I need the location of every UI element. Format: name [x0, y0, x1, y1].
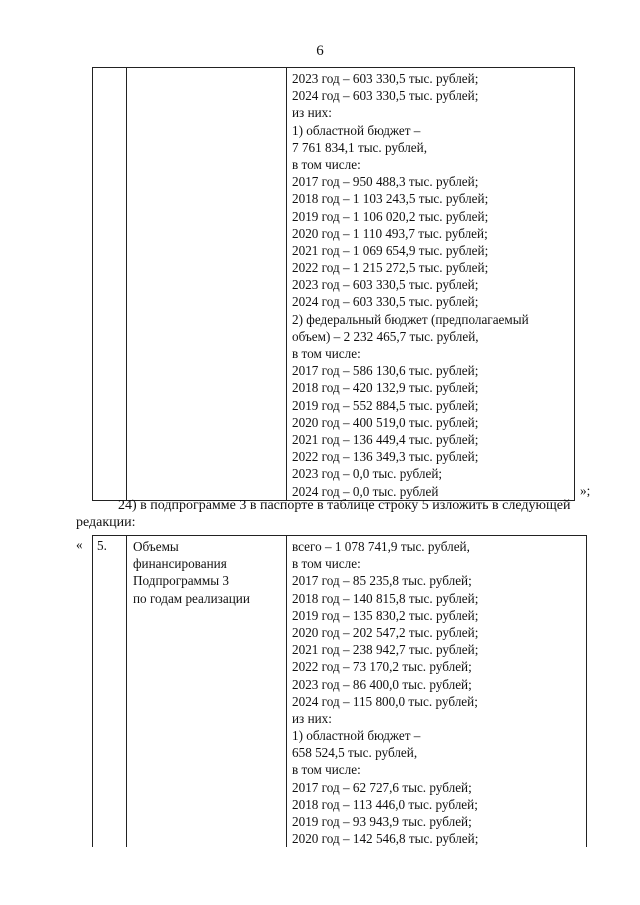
- value-line: 1) областной бюджет –: [292, 728, 421, 744]
- value-line: 2024 год – 603 330,5 тыс. рублей;: [292, 294, 479, 310]
- value-line: 2020 год – 1 110 493,7 тыс. рублей;: [292, 225, 488, 241]
- row-number: 5.: [97, 538, 107, 553]
- subprogram-3-funding-table: [92, 535, 587, 847]
- value-line: 2) федеральный бюджет (предполагаемый: [292, 311, 529, 327]
- value-line: 2019 год – 552 884,5 тыс. рублей;: [292, 397, 479, 413]
- value-line: 2023 год – 603 330,5 тыс. рублей;: [292, 277, 479, 293]
- description-line: финансирования: [133, 556, 227, 572]
- values-list: [287, 68, 574, 500]
- description-line: Подпрограммы 3: [133, 573, 229, 589]
- value-line: из них:: [292, 710, 332, 726]
- description-cell: [127, 68, 287, 501]
- values-list: [287, 536, 586, 847]
- value-line: 2024 год – 603 330,5 тыс. рублей;: [292, 88, 479, 104]
- value-line: 2024 год – 0,0 тыс. рублей: [292, 483, 439, 499]
- value-line: 2020 год – 400 519,0 тыс. рублей;: [292, 414, 479, 430]
- row-number-cell: [93, 536, 127, 848]
- value-line: 2017 год – 85 235,8 тыс. рублей;: [292, 573, 472, 589]
- amendment-paragraph-line-1: 24) в подпрограмме 3 в паспорте в таблице строку 5 изложить в следующей: [118, 498, 571, 513]
- value-line: объем) – 2 232 465,7 тыс. рублей,: [292, 328, 479, 344]
- value-line: 2019 год – 93 943,9 тыс. рублей;: [292, 814, 472, 829]
- value-line: 1) областной бюджет –: [292, 122, 421, 138]
- description-cell: [127, 536, 287, 848]
- closing-quote: »;: [580, 483, 591, 498]
- value-line: 2023 год – 603 330,5 тыс. рублей;: [292, 71, 479, 86]
- value-line: в том числе:: [292, 156, 361, 172]
- value-line: 2024 год – 115 800,0 тыс. рублей;: [292, 693, 478, 709]
- value-line: 2022 год – 73 170,2 тыс. рублей;: [292, 659, 472, 675]
- value-line: 2018 год – 1 103 243,5 тыс. рублей;: [292, 191, 489, 207]
- value-line: 2017 год – 586 130,6 тыс. рублей;: [292, 363, 479, 379]
- description-text: [127, 536, 286, 607]
- page-number: 6: [316, 43, 324, 59]
- value-line: 2018 год – 140 815,8 тыс. рублей;: [292, 590, 479, 606]
- value-line: в том числе:: [292, 346, 361, 361]
- value-line: 2022 год – 136 349,3 тыс. рублей;: [292, 449, 479, 465]
- amendment-paragraph-line-2: редакции:: [76, 515, 136, 530]
- value-line: 2018 год – 113 446,0 тыс. рублей;: [292, 796, 478, 812]
- opening-quote: «: [76, 537, 83, 552]
- funding-table-continued: [92, 67, 575, 501]
- value-line: из них:: [292, 105, 332, 121]
- value-line: 2019 год – 1 106 020,2 тыс. рублей;: [292, 208, 489, 224]
- value-line: в том числе:: [292, 556, 361, 572]
- value-line: 2020 год – 202 547,2 тыс. рублей;: [292, 624, 479, 640]
- value-line: 2020 год – 142 546,8 тыс. рублей;: [292, 831, 479, 847]
- value-line: всего – 1 078 741,9 тыс. рублей,: [292, 539, 470, 554]
- value-line: 2022 год – 1 215 272,5 тыс. рублей;: [292, 260, 489, 276]
- value-line: 2018 год – 420 132,9 тыс. рублей;: [292, 380, 479, 396]
- row-number-cell: [93, 68, 127, 501]
- value-line: 2023 год – 86 400,0 тыс. рублей;: [292, 676, 472, 692]
- value-line: 2021 год – 1 069 654,9 тыс. рублей;: [292, 242, 489, 258]
- value-line: 2017 год – 950 488,3 тыс. рублей;: [292, 174, 479, 190]
- value-line: 658 524,5 тыс. рублей,: [292, 745, 418, 761]
- value-line: 2023 год – 0,0 тыс. рублей;: [292, 466, 443, 482]
- value-line: в том числе:: [292, 762, 361, 778]
- description-line: Объемы: [133, 539, 179, 554]
- value-line: 2021 год – 238 942,7 тыс. рублей;: [292, 642, 479, 658]
- values-cell: [287, 536, 587, 848]
- value-line: 7 761 834,1 тыс. рублей,: [292, 139, 428, 155]
- value-line: 2017 год – 62 727,6 тыс. рублей;: [292, 779, 472, 795]
- value-line: 2021 год – 136 449,4 тыс. рублей;: [292, 431, 479, 447]
- values-cell: [287, 68, 575, 501]
- description-line: по годам реализации: [133, 590, 250, 606]
- value-line: 2019 год – 135 830,2 тыс. рублей;: [292, 607, 479, 623]
